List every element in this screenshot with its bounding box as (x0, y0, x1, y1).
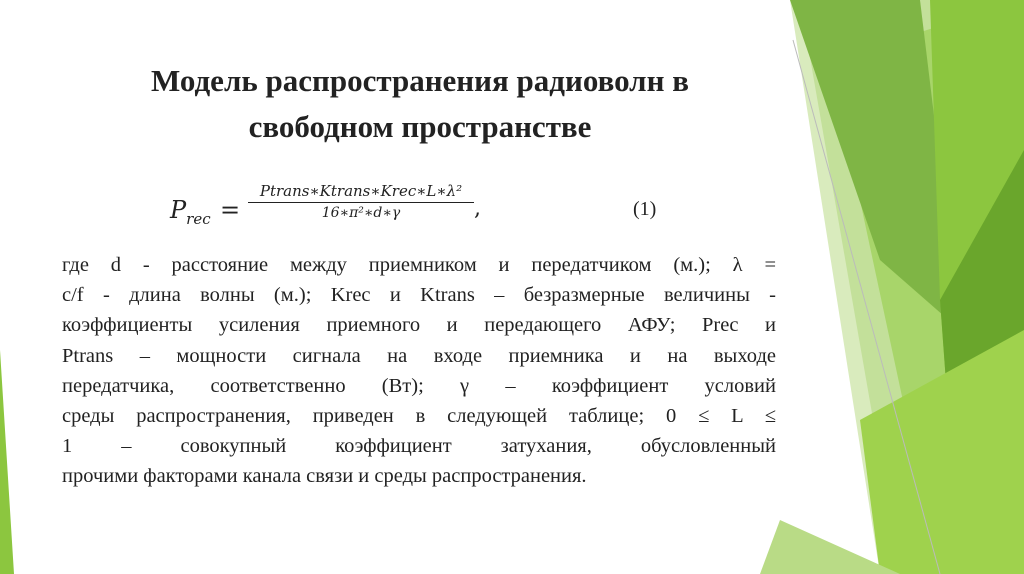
formula-lhs (170, 196, 211, 228)
formula-lhs-base: P (170, 196, 187, 224)
paragraph-line: c/f - длина волны (м.); Krec и Ktrans – безразмерные величины - (62, 284, 776, 307)
paragraph-line: Ptrans – мощности сигнала на входе приемника и на выходе (62, 344, 776, 367)
formula-lhs-sub: rec (186, 209, 211, 228)
paragraph-line: прочими факторами канала связи и среды распространения. (62, 465, 587, 488)
title-line-2: свободном пространстве (248, 109, 592, 144)
slide-title (60, 58, 780, 150)
paragraph-line: 1 – совокупный коэффициент затухания, обусловленный (62, 435, 776, 458)
equation-number: (1) (633, 198, 657, 220)
formula-numerator: Ptrans∗Ktrans∗Krec∗L∗λ² (248, 182, 474, 203)
body-paragraph (62, 250, 776, 492)
paragraph-line: где d - расстояние между приемником и передатчиком (м.); λ = (62, 254, 776, 276)
paragraph-line: передатчика, соответственно (Вт); γ – коэффициент условий (62, 374, 776, 397)
formula-denominator: 16∗π²∗d∗γ (321, 205, 401, 221)
formula-equals: = (220, 196, 241, 224)
left-accent-shape (0, 350, 14, 574)
formula-comma: , (474, 196, 481, 221)
formula (170, 182, 690, 242)
paragraph-line: среды распространения, приведен в следующей таблице; 0 ≤ L ≤ (62, 405, 776, 428)
title-line-1: Модель распространения радиоволн в (151, 63, 689, 98)
paragraph-line: коэффициенты усиления приемного и передающего АФУ; Prec и (62, 314, 776, 337)
formula-fraction (248, 182, 474, 221)
